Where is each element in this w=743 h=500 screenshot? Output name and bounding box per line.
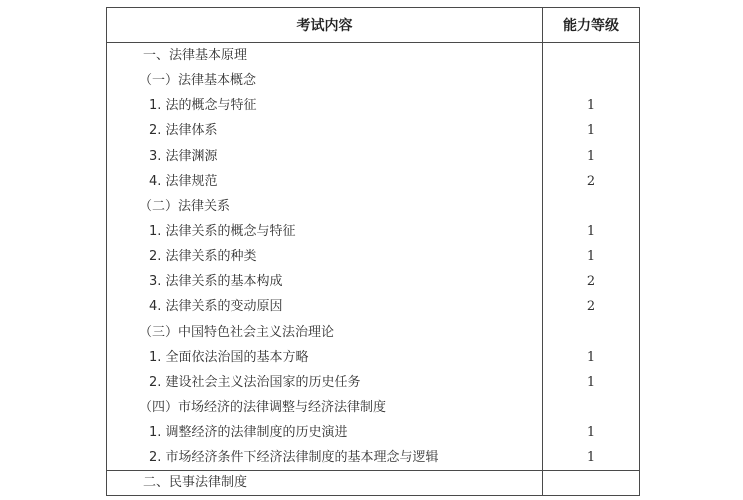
- topic-item: 2. 市场经济条件下经济法律制度的基本理念与逻辑: [149, 450, 439, 466]
- subsection-title: （二）法律关系: [139, 198, 231, 214]
- ability-level-value: 2: [586, 173, 596, 189]
- subsection-title: （四）市场经济的法律调整与经济法律制度: [139, 399, 387, 415]
- subsection-title: （一）法律基本概念: [139, 73, 257, 89]
- header-ability-level: 能力等级: [543, 8, 640, 43]
- ability-level-value: 1: [586, 98, 596, 114]
- level-cell: [543, 43, 640, 471]
- ability-level-value: 1: [586, 249, 596, 265]
- topic-item: 1. 法律关系的概念与特征: [149, 223, 296, 239]
- topic-item: 3. 法律关系的基本构成: [149, 274, 283, 290]
- ability-level-value: 1: [586, 223, 596, 239]
- topic-item: 1. 全面依法治国的基本方略: [149, 349, 309, 365]
- section-title: 二、民事法律制度: [143, 475, 248, 491]
- section-one-row: [107, 43, 640, 471]
- subsection-title: （三）中国特色社会主义法治理论: [139, 324, 335, 340]
- ability-level-value: 1: [586, 349, 596, 365]
- header-exam-content: 考试内容: [107, 8, 543, 43]
- topic-item: 3. 法律渊源: [149, 148, 218, 164]
- ability-level-value: [543, 43, 639, 68]
- ability-level-value: 1: [586, 123, 596, 139]
- ability-level-value: [543, 194, 639, 219]
- syllabus-table: [106, 7, 640, 496]
- topic-item: 4. 法律规范: [149, 173, 218, 189]
- content-cell: [107, 43, 543, 471]
- ability-level-value: 1: [586, 425, 596, 441]
- ability-level-value: [543, 395, 639, 420]
- content-cell-section-two: [107, 471, 543, 496]
- ability-level-value: [543, 68, 639, 93]
- topic-item: 2. 法律关系的种类: [149, 249, 257, 265]
- ability-level-value: 1: [586, 148, 596, 164]
- level-cell-section-two: [543, 471, 640, 496]
- section-title: 一、法律基本原理: [143, 48, 248, 63]
- topic-item: 1. 调整经济的法律制度的历史演进: [149, 425, 348, 441]
- table-header-row: [107, 8, 640, 43]
- topic-item: 4. 法律关系的变动原因: [149, 299, 283, 315]
- ability-level-value: [543, 320, 639, 345]
- ability-level-value: 2: [586, 299, 596, 315]
- topic-item: 2. 建设社会主义法治国家的历史任务: [149, 374, 361, 390]
- topic-item: 2. 法律体系: [149, 123, 218, 139]
- ability-level-value: 1: [586, 450, 596, 466]
- topic-item: 1. 法的概念与特征: [149, 98, 257, 114]
- ability-level-value: 2: [586, 274, 596, 290]
- ability-level-value: 1: [586, 374, 596, 390]
- section-two-row: [107, 471, 640, 496]
